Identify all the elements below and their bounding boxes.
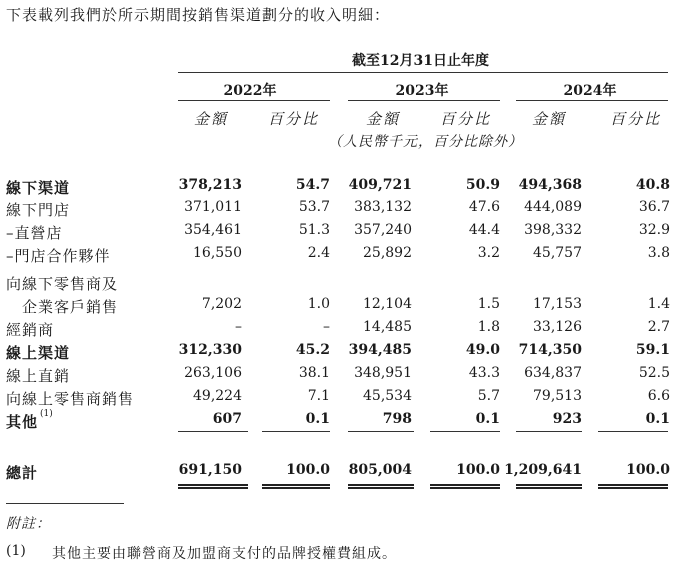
row-value: 16,550 [193, 245, 242, 261]
row-value: 3.2 [477, 245, 500, 261]
total-double-rule-c2 [348, 484, 414, 489]
row-value: 79,513 [533, 388, 582, 404]
table-row [0, 177, 700, 199]
row-value: 45,534 [363, 388, 412, 404]
total-double-rule-c0 [178, 484, 248, 489]
row-value: 1.0 [307, 296, 330, 312]
row-label: 向線上零售商銷售 [6, 390, 135, 408]
total-double-rule-c4 [516, 484, 582, 489]
row-value: 0.1 [645, 411, 670, 427]
row-value: 1.4 [647, 296, 670, 312]
row-value: 714,350 [518, 342, 582, 358]
row-value: – [323, 319, 330, 335]
row-value: 54.7 [295, 177, 330, 193]
row-label: –門店合作夥伴 [6, 247, 111, 265]
row-value: 45,757 [533, 245, 582, 261]
row-value: 0.1 [305, 411, 330, 427]
total-value: 100.0 [626, 462, 670, 478]
year-rule-2023 [348, 100, 500, 101]
col-percent-2024: 百分比 [610, 110, 662, 128]
row-value: 7.1 [307, 388, 330, 404]
row-value: 45.2 [295, 342, 330, 358]
total-row [0, 462, 700, 484]
year-2023: 2023年 [395, 83, 449, 99]
year-2024: 2024年 [563, 83, 617, 99]
row-value: 444,089 [524, 199, 582, 215]
row-value: 44.4 [468, 222, 500, 238]
row-label: 線下渠道 [6, 179, 71, 197]
year-2022: 2022年 [223, 83, 277, 99]
year-rule-2022 [178, 100, 330, 101]
intro-text: 下表載列我們於所示期間按銷售渠道劃分的收入明細： [6, 6, 391, 24]
table-row [0, 296, 700, 318]
table-row [0, 245, 700, 267]
row-value: 32.9 [638, 222, 670, 238]
row-value: 2.4 [307, 245, 330, 261]
row-label: 線下門店 [6, 201, 71, 219]
other-underline-c4 [516, 431, 582, 432]
table-row [0, 411, 700, 433]
table-row [0, 319, 700, 341]
row-value: 47.6 [468, 199, 500, 215]
row-value: 49.0 [465, 342, 500, 358]
other-underline-c2 [348, 431, 414, 432]
row-value: 371,011 [184, 199, 242, 215]
footnote-rule [6, 503, 124, 504]
row-value: 634,837 [524, 365, 582, 381]
row-value: 40.8 [635, 177, 670, 193]
table-row [0, 365, 700, 387]
total-value: 100.0 [286, 462, 330, 478]
row-value: 494,368 [518, 177, 582, 193]
row-label: 線上直銷 [6, 367, 71, 385]
row-value: 312,330 [178, 342, 242, 358]
row-value: 53.7 [298, 199, 330, 215]
total-double-rule-c1 [262, 484, 330, 489]
row-value: 49,224 [193, 388, 242, 404]
row-value: 607 [212, 411, 242, 427]
row-label: 企業客戶銷售 [6, 298, 119, 316]
row-label: –直營店 [6, 224, 63, 242]
unit-note: （人民幣千元，百分比除外） [328, 134, 523, 150]
total-value: 1,209,641 [504, 462, 582, 478]
row-value: 17,153 [533, 296, 582, 312]
row-value: 409,721 [348, 177, 412, 193]
col-amount-2023: 金額 [366, 110, 401, 128]
row-value: 348,951 [354, 365, 412, 381]
row-value: 38.1 [298, 365, 330, 381]
total-label: 總計 [6, 464, 39, 482]
row-value: 25,892 [363, 245, 412, 261]
row-value: 5.7 [477, 388, 500, 404]
row-value: 14,485 [363, 319, 412, 335]
row-value: 394,485 [348, 342, 412, 358]
row-value: 36.7 [638, 199, 670, 215]
col-amount-2024: 金額 [532, 110, 567, 128]
row-value: 51.3 [298, 222, 330, 238]
total-value: 100.0 [456, 462, 500, 478]
note-text: 其他主要由聯營商及加盟商支付的品牌授權費組成。 [52, 546, 397, 562]
row-value: 263,106 [184, 365, 242, 381]
note-number: (1) [6, 543, 26, 559]
year-rule-2024 [516, 100, 668, 101]
row-label: 向線下零售商及 [6, 275, 119, 293]
other-underline-c3 [430, 431, 500, 432]
row-value: 357,240 [354, 222, 412, 238]
row-label: 經銷商 [6, 321, 55, 339]
row-value: 798 [382, 411, 412, 427]
row-value: 43.3 [468, 365, 500, 381]
row-value: 33,126 [533, 319, 582, 335]
total-value: 691,150 [178, 462, 242, 478]
row-value: 7,202 [201, 296, 242, 312]
col-percent-2023: 百分比 [440, 110, 492, 128]
table-row [0, 199, 700, 221]
row-value: 354,461 [184, 222, 242, 238]
col-amount-2022: 金額 [194, 110, 229, 128]
row-label: 線上渠道 [6, 344, 71, 362]
row-value: 59.1 [635, 342, 670, 358]
row-value: 923 [552, 411, 582, 427]
row-value: 3.8 [647, 245, 670, 261]
row-value: 12,104 [363, 296, 412, 312]
row-footnote-marker: (1) [40, 409, 53, 419]
row-label: 其他 [6, 413, 39, 431]
row-value: 52.5 [638, 365, 670, 381]
col-percent-2022: 百分比 [268, 110, 320, 128]
table-row [0, 342, 700, 364]
row-value: 1.8 [477, 319, 500, 335]
row-value: 2.7 [647, 319, 670, 335]
other-underline-c1 [262, 431, 330, 432]
note-heading: 附註： [6, 516, 51, 532]
row-value: 6.6 [647, 388, 670, 404]
other-underline-c5 [598, 431, 668, 432]
table-row [0, 273, 700, 295]
row-value: 50.9 [465, 177, 500, 193]
row-value: 1.5 [477, 296, 500, 312]
row-value: 383,132 [354, 199, 412, 215]
period-header: 截至12月31日止年度 [352, 53, 489, 69]
other-underline-c0 [178, 431, 248, 432]
total-value: 805,004 [348, 462, 412, 478]
total-double-rule-c5 [598, 484, 668, 489]
period-rule [178, 72, 668, 73]
row-value: 378,213 [178, 177, 242, 193]
row-value: – [235, 319, 242, 335]
row-value: 398,332 [524, 222, 582, 238]
table-row [0, 388, 700, 410]
row-value: 0.1 [475, 411, 500, 427]
table-row [0, 222, 700, 244]
total-double-rule-c3 [430, 484, 500, 489]
